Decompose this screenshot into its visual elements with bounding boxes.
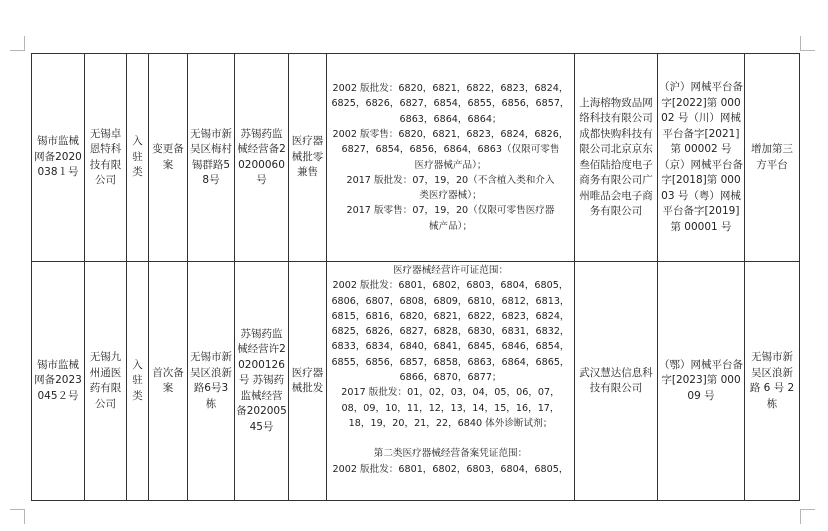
scope-line: 6825，6826，6827，6828，6830，6831，6832， bbox=[331, 326, 570, 338]
scope-line: 6815，6816，6820，6821，6822，6823，6824， bbox=[331, 310, 570, 322]
platform-registration-cell: （鄂）网械平台备字[2023]第 00009 号 bbox=[658, 262, 745, 501]
scope-line: 18，19，20，21，22，6840 体外诊断试剂； bbox=[348, 417, 553, 429]
scope-line: 6827，6854，6856，6864，6863（仅限可零售 bbox=[341, 144, 560, 156]
business-mode-cell: 医疗器械批零兼售 bbox=[289, 54, 327, 262]
scope-line: 2002 版批发：6801，6802，6803，6804，6805， bbox=[332, 280, 569, 292]
address-cell: 无锡市新吴区浪新路6号3栋 bbox=[188, 262, 235, 501]
scope-line: 2017 版批发：07，19，20（不含植入类和介入 bbox=[346, 174, 555, 186]
scope-line: 6855，6856，6857，6858，6863，6864，6865， bbox=[331, 356, 570, 368]
page-corner-mark-bottom-left bbox=[10, 509, 25, 524]
business-scope-cell bbox=[327, 262, 575, 501]
reg-number-cell: 锡市监械网备2020038１号 bbox=[32, 54, 85, 262]
scope-line: 医疗器械经营许可证范围： bbox=[392, 265, 509, 276]
scope-line: 08，09，10，11，12，13，14，15，16，17， bbox=[341, 402, 560, 414]
page-corner-mark-bottom-right bbox=[800, 509, 815, 524]
category-cell: 入驻类 bbox=[127, 262, 149, 501]
scope-line: 2002 版批发：6820，6821，6822，6823，6824， bbox=[332, 83, 569, 95]
registration-table bbox=[31, 53, 800, 501]
scope-line: 6866，6870，6877； bbox=[399, 372, 502, 384]
license-cell: 苏锡药监械经营备20200060号 bbox=[235, 54, 289, 262]
company-cell: 无锡九州通医药有限公司 bbox=[85, 262, 127, 501]
filing-type-cell: 变更备案 bbox=[149, 54, 188, 262]
business-scope-cell bbox=[327, 54, 575, 262]
business-mode-cell: 医疗器械批发 bbox=[289, 262, 327, 501]
page-corner-mark-top-right bbox=[800, 36, 815, 51]
reg-number-cell: 锡市监械网备2023045２号 bbox=[32, 262, 85, 501]
scope-line: 6863，6864，6864； bbox=[399, 113, 502, 125]
platform-cell: 上海榕物致品网络科技有限公司成都快购科技有限公司北京京东叁佰陆拾度电子商务有限公司广州唯品会电子商务有限公司 bbox=[575, 54, 658, 262]
platform-registration-cell: （沪）网械平台备字[2022]第 00002 号（川）网械平台备字[2021]第 00002 号（京）网械平台备字[2018]第 00003 号（粤）网械平台备字[2019]第 00001 号 bbox=[658, 54, 745, 262]
page-corner-mark-top-left bbox=[10, 36, 25, 51]
scope-line: 第二类医疗器械经营备案凭证范围： bbox=[373, 448, 528, 460]
company-cell: 无锡卓恩特科技有限公司 bbox=[85, 54, 127, 262]
table-row bbox=[32, 54, 800, 262]
scope-line: 6806，6807，6808，6809，6810，6812，6813， bbox=[331, 295, 570, 307]
scope-line: 2017 版零售：07，19，20（仅限可零售医疗器 bbox=[346, 205, 555, 217]
address-cell: 无锡市新吴区梅村锡群路58号 bbox=[188, 54, 235, 262]
license-cell: 苏锡药监械经营许20200126号 苏锡药监械经营备20200545号 bbox=[235, 262, 289, 501]
scope-line bbox=[330, 431, 571, 446]
table-row bbox=[32, 262, 800, 501]
filing-type-cell: 首次备案 bbox=[149, 262, 188, 501]
scope-line: 医疗器械产品）； bbox=[414, 159, 487, 171]
remark-cell: 增加第三方平台 bbox=[745, 54, 800, 262]
scope-line: 2002 版零售：6820，6821，6823，6824，6826， bbox=[332, 128, 569, 140]
platform-cell: 武汉慧达信息科技有限公司 bbox=[575, 262, 658, 501]
scope-line: 6825，6826，6827，6854，6855，6856，6857， bbox=[331, 98, 570, 110]
scope-line: 2002 版批发：6801，6802，6803，6804，6805， bbox=[332, 463, 569, 475]
remark-cell: 无锡市新吴区浪新路 6 号 2 栋 bbox=[745, 262, 800, 501]
scope-line: 6833，6834，6840，6841，6845，6846，6854， bbox=[331, 341, 570, 353]
scope-line: 2017 版批发：01，02，03，04，05，06，07， bbox=[341, 387, 560, 399]
category-cell: 入驻类 bbox=[127, 54, 149, 262]
scope-line: 类医疗器械）； bbox=[419, 190, 482, 202]
scope-line: 械产品）； bbox=[428, 220, 473, 232]
